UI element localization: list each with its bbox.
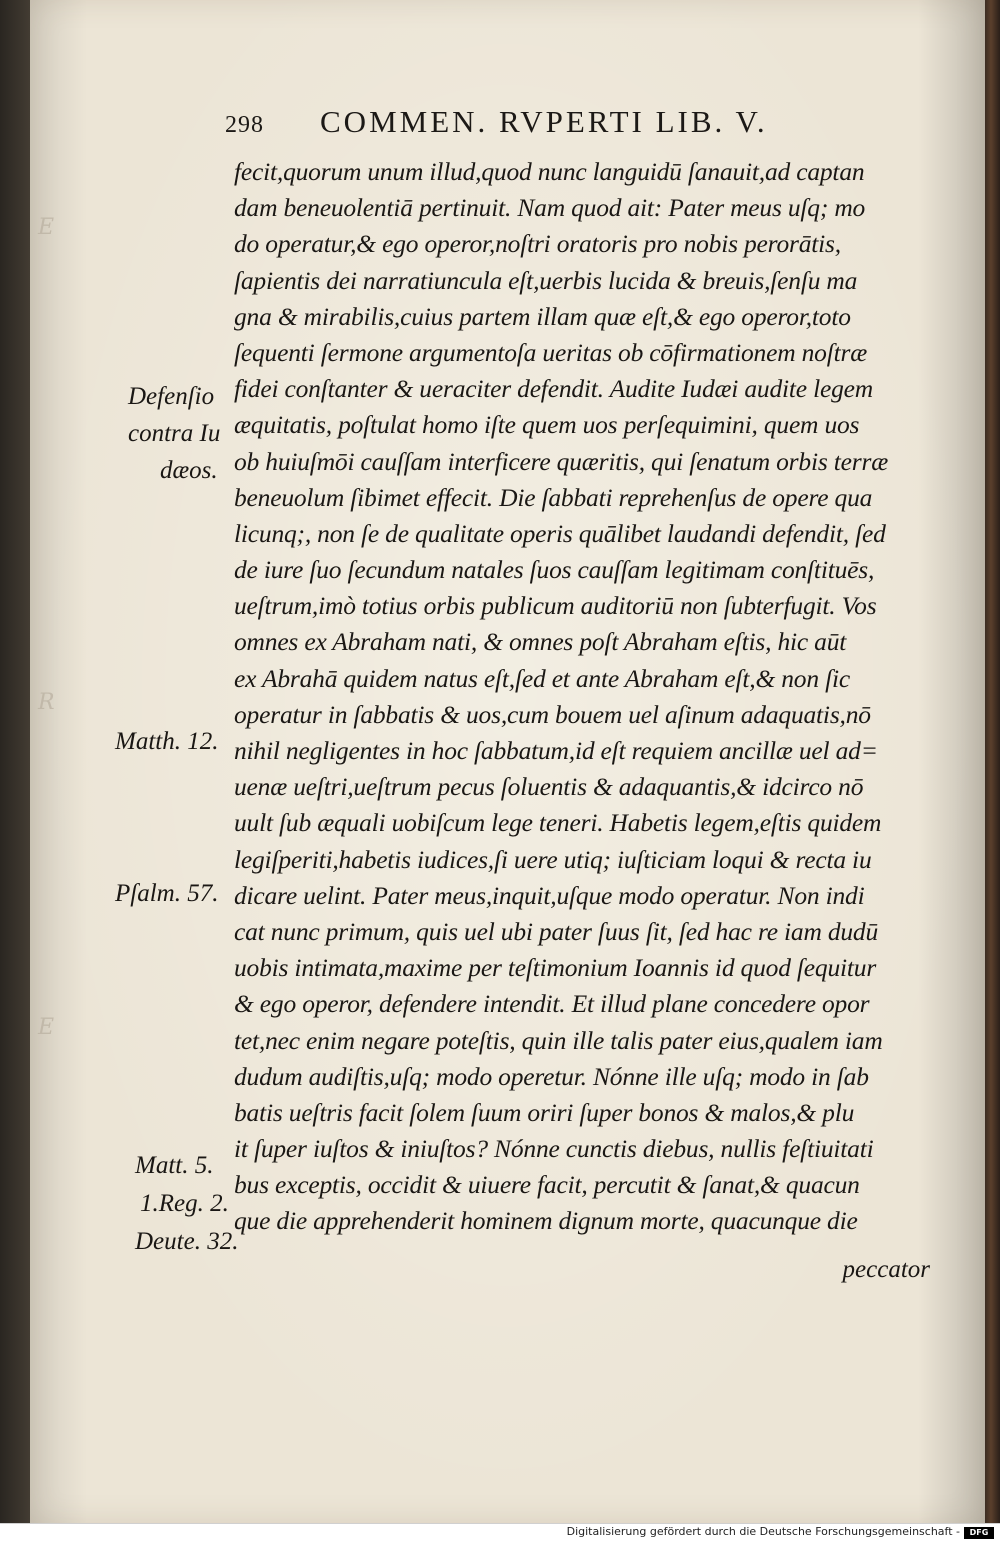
text-line: operatur in ſabbatis & uos,cum bouem uel aſinum adaquatis,nō <box>234 699 871 729</box>
dfg-logo: DFG <box>964 1527 994 1539</box>
running-title: COMMEN. RVPERTI LIB. V. <box>320 104 768 139</box>
text-line: & ego operor, defendere intendit. Et illud plane concedere opor <box>234 989 870 1019</box>
show-through-mark: E <box>38 1015 55 1040</box>
text-line: gna & mirabilis,cuius partem illam quæ eſt,& ego operor,toto <box>234 301 851 331</box>
text-line: do operatur,& ego operor,noſtri oratoris pro nobis perorātis, <box>234 229 841 259</box>
digitization-footer <box>0 1523 1000 1542</box>
margin-note: dæos. <box>160 457 218 484</box>
text-line: uobis intimata,maxime per teſtimonium Ioannis id quod ſequitur <box>234 953 877 983</box>
running-head <box>195 104 895 144</box>
text-line: tet,nec enim negare poteſtis, quin ille talis pater eius,qualem iam <box>234 1025 883 1055</box>
text-line: dam beneuolentiā pertinuit. Nam quod ait: Pater meus uſq; mo <box>234 193 866 223</box>
text-line: ob huiuſmōi cauſſam interficere quæritis, qui ſenatum orbis terræ <box>234 446 888 476</box>
text-line: ſapientis dei narratiuncula eſt,uerbis lucida & breuis,ſenſu ma <box>234 265 858 295</box>
page-number: 298 <box>225 112 264 138</box>
margin-note: contra Iu <box>128 420 221 447</box>
text-line: nihil negligentes in hoc ſabbatum,id eſt requiem ancillæ uel ad= <box>234 736 878 765</box>
text-line: ueſtrum,imò totius orbis publicum auditoriū non ſubterfugit. Vos <box>234 591 877 621</box>
margin-note: Pſalm. 57. <box>115 880 219 907</box>
text-line: de iure ſuo ſecundum natales ſuos cauſſam legitimam conſtituēs, <box>234 555 875 585</box>
text-line: cat nunc primum, quis uel ubi pater ſuus ſit, ſed hac re iam dudū <box>234 916 879 946</box>
text-line: æquitatis, poſtulat homo iſte quem uos perſequimini, quem uos <box>234 410 860 440</box>
text-line: batis ueſtris facit ſolem ſuum oriri ſuper bonos & malos,& plu <box>234 1097 855 1127</box>
text-line: beneuolum ſibimet effecit. Die ſabbati reprehenſus de opere qua <box>234 482 873 512</box>
text-line: omnes ex Abraham nati, & omnes poſt Abraham eſtis, hic aūt <box>234 627 847 657</box>
text-line: licunq;, non ſe de qualitate operis quālibet laudandi defendit, ſed <box>234 518 886 548</box>
book-edge-right <box>985 0 1000 1523</box>
show-through-mark: R <box>38 690 55 715</box>
text-line: uult ſub æquali uobiſcum lege teneri. Habetis legem,eſtis quidem <box>234 808 882 838</box>
text-line: dudum audiſtis,uſq; modo operetur. Nónne ille uſq; modo in ſab <box>234 1061 869 1091</box>
text-line: fidei conſtanter & ueraciter defendit. Audite Iudæi audite legem <box>234 374 873 404</box>
margin-note: Defenſio <box>128 383 215 410</box>
text-line: que die apprehenderit hominem dignum morte, quacunque die <box>234 1206 858 1236</box>
main-text-block <box>234 154 939 1240</box>
text-line: it ſuper iuſtos & iniuſtos? Nónne cunctis diebus, nullis feſtiuitati <box>234 1134 874 1164</box>
dfg-credit-text: Digitalisierung gefördert durch die Deutsche Forschungsgemeinschaft - <box>566 1525 960 1538</box>
show-through-mark: E <box>38 215 55 240</box>
text-line: bus exceptis, occidit & uiuere facit, percutit & ſanat,& quacun <box>234 1170 860 1200</box>
margin-note: 1.Reg. 2. <box>140 1190 229 1217</box>
text-line: legiſperiti,habetis iudices,ſi uere utiq; iuſticiam loqui & recta iu <box>234 844 872 874</box>
margin-note: Matth. 12. <box>115 728 219 755</box>
text-line: uenæ ueſtri,ueſtrum pecus ſoluentis & adaquantis,& idcirco nō <box>234 772 864 802</box>
text-line: fecit,quorum unum illud,quod nunc languidū ſanauit,ad captan <box>234 157 865 186</box>
text-line: ex Abrahā quidem natus eſt,ſed et ante Abraham eſt,& non ſic <box>234 663 850 693</box>
text-line: ſequenti ſermone argumentoſa ueritas ob cōfirmationem noſtræ <box>234 337 867 367</box>
margin-note: Matt. 5. <box>135 1152 214 1179</box>
margin-note: Deute. 32. <box>135 1228 239 1255</box>
catchword: peccator <box>842 1256 930 1283</box>
text-line: dicare uelint. Pater meus,inquit,uſque modo operatur. Non indi <box>234 880 865 910</box>
